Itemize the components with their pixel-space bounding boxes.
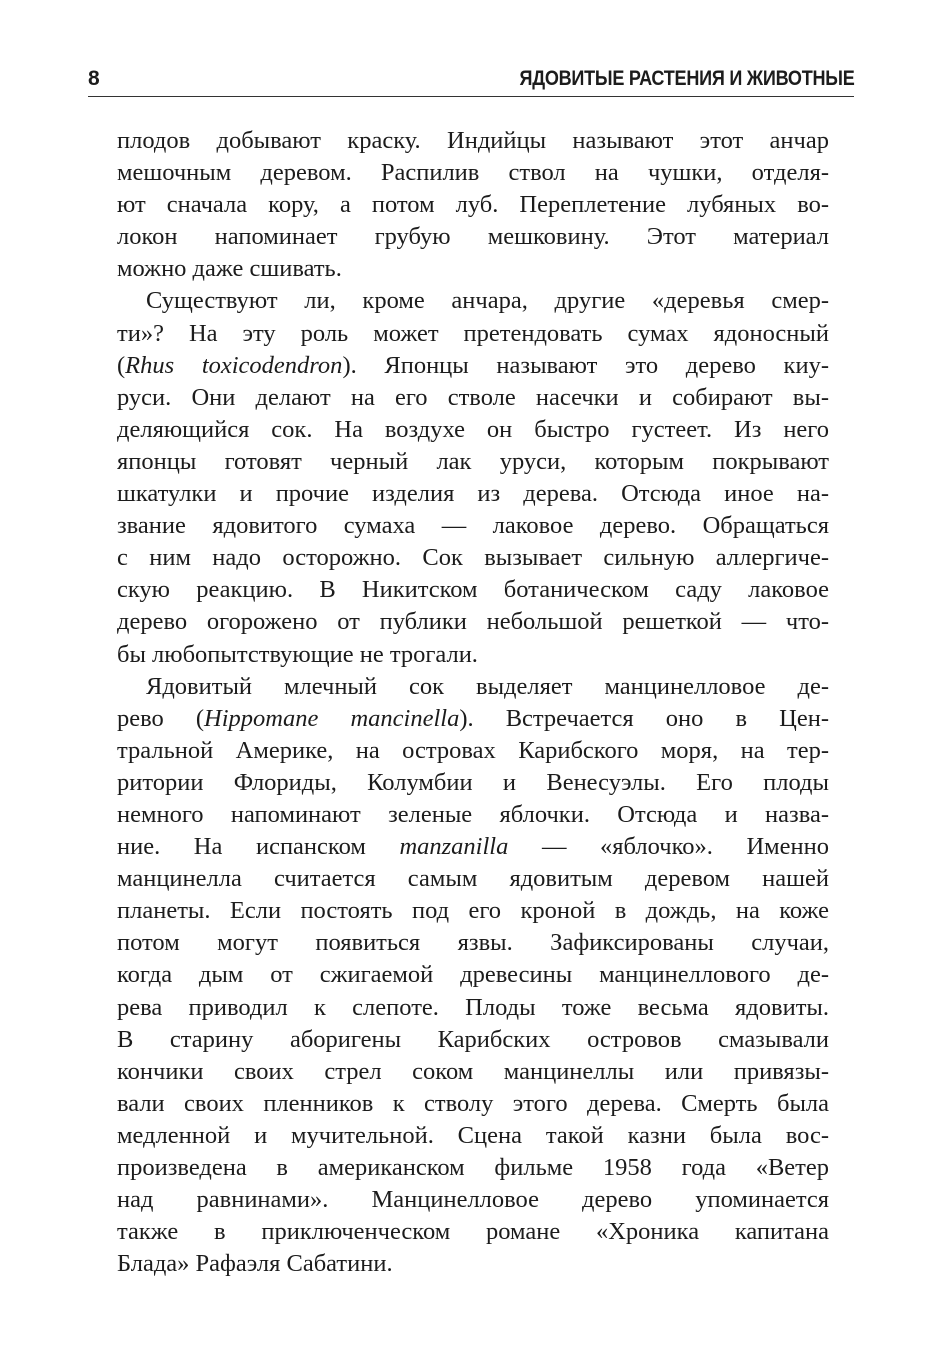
text-line: Существуют ли, кроме анчара, другие «деревья смер- bbox=[146, 287, 829, 315]
text-line: локон напоминает грубую мешковину. Этот материал bbox=[117, 223, 829, 251]
text-line: руси. Они делают на его стволе насечки и собирают вы- bbox=[117, 383, 829, 411]
header-rule bbox=[88, 96, 854, 97]
text-line: В старину аборигены Карибских островов смазывали bbox=[117, 1025, 829, 1053]
text-line: ти»? На эту роль может претендовать сумах ядоносный bbox=[117, 319, 829, 347]
text-line: рева приводил к слепоте. Плоды тоже весьма ядовиты. bbox=[117, 993, 829, 1021]
text-line bbox=[117, 703, 829, 735]
text-line: ритории Флориды, Колумбии и Венесуэлы. Его плоды bbox=[117, 768, 829, 796]
text-line: можно даже сшивать. bbox=[117, 255, 342, 283]
text-line: над равнинами». Манцинелловое дерево упоминается bbox=[117, 1186, 829, 1214]
text-line bbox=[117, 831, 829, 863]
text-line: шкатулки и прочие изделия из дерева. Отсюда иное на- bbox=[117, 480, 829, 508]
text-line: планеты. Если постоять под его кроной в дождь, на коже bbox=[117, 897, 829, 925]
running-head bbox=[88, 64, 854, 94]
text-line: манцинелла считается самым ядовитым деревом нашей bbox=[117, 865, 829, 893]
latin-name: manzanilla bbox=[399, 833, 509, 861]
paragraph bbox=[117, 285, 829, 670]
latin-name: Rhus toxicodendron bbox=[125, 351, 343, 379]
text-line: мешочным деревом. Распилив ствол на чушки, отделя- bbox=[117, 159, 829, 187]
text-line: ют сначала кору, а потом луб. Переплетение лубяных во- bbox=[117, 191, 829, 219]
paragraph bbox=[117, 125, 829, 285]
text-line: произведена в американском фильме 1958 года «Ветер bbox=[117, 1154, 829, 1181]
text-line: дерево огорожено от публики небольшой решеткой — что- bbox=[117, 608, 829, 636]
text-line: скую реакцию. В Никитском ботаническом саду лаковое bbox=[117, 576, 829, 604]
text-line: тральной Америке, на островах Карибского моря, на тер- bbox=[117, 736, 829, 764]
text-run: ). Встречается оно в Цен- bbox=[459, 704, 829, 732]
text-line: бы любопытствующие не трогали. bbox=[117, 640, 478, 668]
text-line: потом могут появиться язвы. Зафиксированы случаи, bbox=[117, 929, 829, 957]
text-run: ). Японцы называют это дерево киу- bbox=[342, 351, 829, 379]
text-line: когда дым от сжигаемой древесины манцинеллового де- bbox=[117, 961, 829, 989]
latin-name: Hippomane mancinella bbox=[204, 704, 460, 732]
text-line: звание ядовитого сумаха — лаковое дерево. Обращаться bbox=[117, 512, 829, 540]
text-line: немного напоминают зеленые яблочки. Отсюда и назва- bbox=[117, 800, 829, 828]
page-number: 8 bbox=[88, 67, 100, 90]
text-line: с ним надо осторожно. Сок вызывает сильную аллергиче- bbox=[117, 544, 829, 572]
text-line: вали своих пленников к стволу этого дерева. Смерть была bbox=[117, 1089, 829, 1117]
text-line bbox=[117, 350, 829, 382]
text-run: ( bbox=[117, 351, 126, 379]
text-line: также в приключенческом романе «Хроника капитана bbox=[117, 1218, 829, 1246]
body-text bbox=[117, 125, 829, 1280]
text-line: плодов добывают краску. Индийцы называют этот анчар bbox=[117, 127, 829, 154]
text-line: медленной и мучительной. Сцена такой казни была вос- bbox=[117, 1121, 829, 1149]
text-line: Блада» Рафаэля Сабатини. bbox=[117, 1250, 393, 1278]
text-line: японцы готовят черный лак уруси, которым покрывают bbox=[117, 447, 829, 475]
text-run: — «яблочко». Именно bbox=[508, 833, 829, 861]
text-run: рево ( bbox=[117, 704, 205, 732]
text-line: Ядовитый млечный сок выделяет манцинелловое де- bbox=[146, 672, 829, 700]
text-run: ние. На испанском bbox=[117, 833, 400, 861]
paragraph bbox=[117, 671, 829, 1281]
text-line: деляющийся сок. На воздухе он быстро густеет. Из него bbox=[117, 415, 829, 443]
running-title: ЯДОВИТЫЕ РАСТЕНИЯ И ЖИВОТНЫЕ bbox=[519, 67, 854, 90]
text-line: кончики своих стрел соком манцинеллы или привязы- bbox=[117, 1057, 829, 1085]
